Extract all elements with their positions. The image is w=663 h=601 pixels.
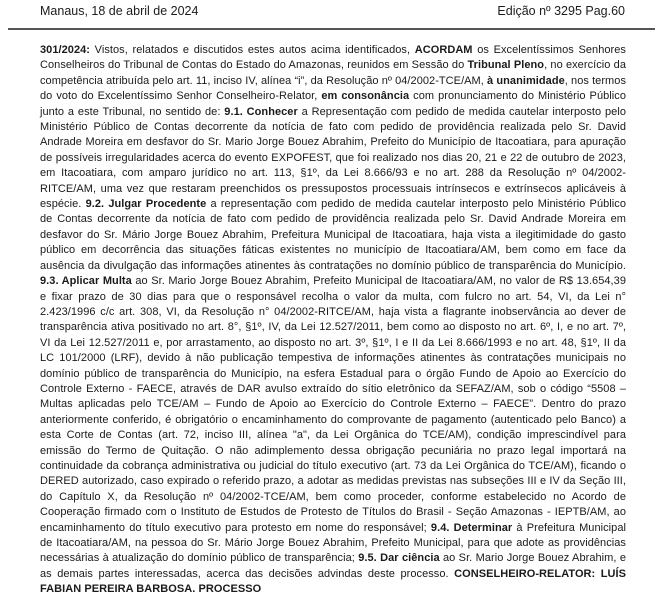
edition-info: Edição nº 3295 Pag.60: [497, 4, 625, 18]
page-header: [0, 0, 663, 19]
header-divider: [8, 28, 655, 30]
decision-text: 301/2024: Vistos, relatados e discutidos estes autos acima identificados, ACORDAM os Excelentíssimos Senhores Conselheiros do Tribunal de Contas do Estado do Amazonas, reunidos em Sessão do Tribunal Pleno, no exercício da competência atribuída pelo art. 11, inciso IV, alínea “i”, da Resolução nº 04/2002-TCE/AM, à unanimidade, nos termos do voto do Excelentíssimo Senhor Conselheiro-Relator, em consonância com pronunciamento do Ministério Público junto a este Tribunal, no sentido de: 9.1. Conhecer a Representação com pedido de medida cautelar interposto pelo Ministério Público de Contas decorrente da notícia de fato com pedido de providência realizada pelo Sr. David Andrade Moreira em desfavor do Sr. Mario Jorge Bouez Abrahim, Prefeito do Município de Itacoatiara, para apuração de possíveis irregularidades acerca do evento EXPOFEST, que foi realizado nos dias 20, 21 e 22 de outubro de 2023, em Itacoatiara, com amparo jurídico no art. 113, §1º, da Lei 8.666/93 e no art. 288 da Resolução nº 04/2002- RITCE/AM, uma vez que restaram preenchidos os pressupostos processuais intrínsecos e extrínsecos aplicáveis à espécie. 9.2. Julgar Procedente a representação com pedido de medida cautelar interposto pelo Ministério Público de Contas decorrente da notícia de fato com pedido de providência realizada pelo Sr. David Andrade Moreira em desfavor do Sr. Mário Jorge Bouez Abrahim, Prefeitura Municipal de Itacoatiara, haja vista a ilegitimidade do gasto público em decorrência das situações fáticas existentes no município de Itacoatiara/AM, bem como em face da ausência da divulgação das informações atinentes às contratações no domínio público de transparência do Município. 9.3. Aplicar Multa ao Sr. Mario Jorge Bouez Abrahim, Prefeito Municipal de Itacoatiara/AM, no valor de R$ 13.654,39 e fixar prazo de 30 dias para que o responsável recolha o valor da multa, com fulcro no art. 54, VI, da Lei n° 2.423/1996 c/c art. 308, VI, da Resolução n° 04/2002-RITCE/AM, haja vista a flagrante inobservância ao dever de transparência ativa positivado no art. 8°, §1º, IV, da Lei 12.527/2011, bem como ao disposto no art. 6º, I, e no art. 7º, VI da Lei 12.527/2011 e, por arrastamento, ao disposto no art. 3º, §1º, I e II da Lei 8.666/1993 e no art. 48, §1º, II da LC 101/2000 (LRF), devido à não publicação tempestiva de informações atinentes às contratações municipais no domínio público de transparência do Município, na esfera Estadual para o órgão Fundo de Apoio ao Exercício do Controle Externo - FAECE, através de DAR avulso extraído do sítio eletrônico da SEFAZ/AM, sob o código “5508 – Multas aplicadas pelo TCE/AM – Fundo de Apoio ao Exercício do Controle Externo – FAECE”. Dentro do prazo anteriormente conferido, é obrigatório o encaminhamento do comprovante de pagamento (autenticado pelo Banco) a esta Corte de Contas (art. 72, inciso III, alínea "a", da Lei Orgânica do TCE/AM), condição imprescindível para emissão do Termo de Quitação. O não adimplemento dessa obrigação pecuniária no prazo legal importará na continuidade da cobrança administrativa ou judicial do título executivo (art. 73 da Lei Orgânica do TCE/AM), ficando o DERED autorizado, caso expirado o referido prazo, a adotar as medidas previstas nas subseções III e IV da Seção III, do Capítulo X, da Resolução nº 04/2002-TCE/AM, bem como proceder, conforme estabelecido no Acordo de Cooperação firmado com o Instituto de Estudos de Protesto de Títulos do Brasil - Seção Amazonas - IEPTB/AM, ao encaminhamento do título executivo para protesto em nome do responsável; 9.4. Determinar à Prefeitura Municipal de Itacoatiara/AM, na pessoa do Sr. Mário Jorge Bouez Abrahim, Prefeito Municipal, para que adote as providências necessárias à atualização do domínio público de transparência; 9.5. Dar ciência ao Sr. Mario Jorge Bouez Abrahim, e as demais partes interessadas, acerca das decisões advindas deste processo. CONSELHEIRO-RELATOR: LUÍS FABIAN PEREIRA BARBOSA. PROCESSO: [40, 44, 627, 596]
dateline: Manaus, 18 de abril de 2024: [40, 4, 199, 18]
